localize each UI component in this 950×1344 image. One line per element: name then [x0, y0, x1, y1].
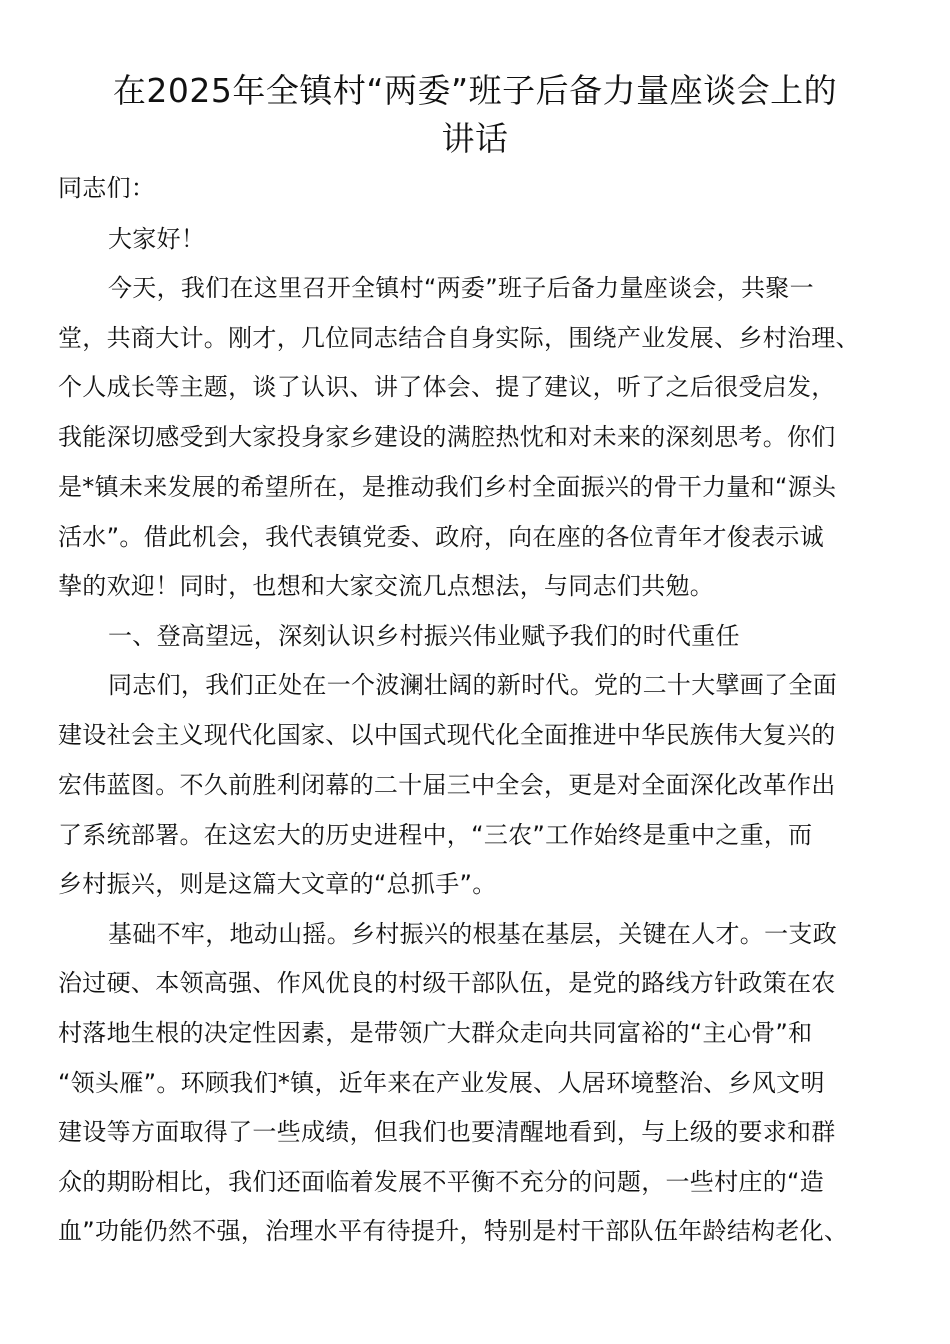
body-line: 我能深切感受到大家投身家乡建设的满腔热忱和对未来的深刻思考。你们 — [58, 423, 836, 451]
body-line: 活水”。借此机会，我代表镇党委、政府，向在座的各位青年才俊表示诚 — [58, 523, 825, 551]
body-line: 治过硬、本领高强、作风优良的村级干部队伍，是党的路线方针政策在农 — [58, 969, 836, 997]
body-line: 众的期盼相比，我们还面临着发展不平衡不充分的问题，一些村庄的“造 — [58, 1168, 825, 1196]
body-line: 今天，我们在这里召开全镇村“两委”班子后备力量座谈会，共聚一 — [108, 274, 814, 302]
body-line: 同志们，我们正处在一个波澜壮阔的新时代。党的二十大擘画了全面 — [108, 671, 837, 699]
body-line: 挚的欢迎！同时，也想和大家交流几点想法，与同志们共勉。 — [58, 572, 715, 600]
greeting: 大家好！ — [108, 225, 206, 253]
document-title-line-1: 在2025年全镇村“两委”班子后备力量座谈会上的 — [112, 71, 838, 110]
body-line: 宏伟蓝图。不久前胜利闭幕的二十届三中全会，更是对全面深化改革作出 — [58, 771, 836, 799]
body-line: 村落地生根的决定性因素，是带领广大群众走向共同富裕的“主心骨”和 — [58, 1019, 813, 1047]
body-line: “领头雁”。环顾我们*镇，近年来在产业发展、人居环境整治、乡风文明 — [58, 1069, 825, 1097]
body-line: 是*镇未来发展的希望所在，是推动我们乡村全面振兴的骨干力量和“源头 — [58, 473, 837, 501]
body-line: 堂，共商大计。刚才，几位同志结合自身实际，围绕产业发展、乡村治理、 — [58, 324, 860, 352]
document-title-line-2: 讲话 — [441, 119, 509, 158]
salutation: 同志们： — [58, 174, 156, 202]
section-heading: 一、登高望远，深刻认识乡村振兴伟业赋予我们的时代重任 — [108, 622, 740, 650]
body-line: 基础不牢，地动山摇。乡村振兴的根基在基层，关键在人才。一支政 — [108, 920, 837, 948]
body-line: 了系统部署。在这宏大的历史进程中，“三农”工作始终是重中之重，而 — [58, 821, 813, 849]
body-line: 血”功能仍然不强，治理水平有待提升，特别是村干部队伍年龄结构老化、 — [58, 1217, 849, 1245]
body-line: 建设社会主义现代化国家、以中国式现代化全面推进中华民族伟大复兴的 — [58, 721, 836, 749]
body-line: 个人成长等主题，谈了认识、讲了体会、提了建议，听了之后很受启发， — [58, 373, 836, 401]
body-line: 乡村振兴，则是这篇大文章的“总抓手”。 — [58, 870, 497, 898]
body-line: 建设等方面取得了一些成绩，但我们也要清醒地看到，与上级的要求和群 — [58, 1118, 836, 1146]
